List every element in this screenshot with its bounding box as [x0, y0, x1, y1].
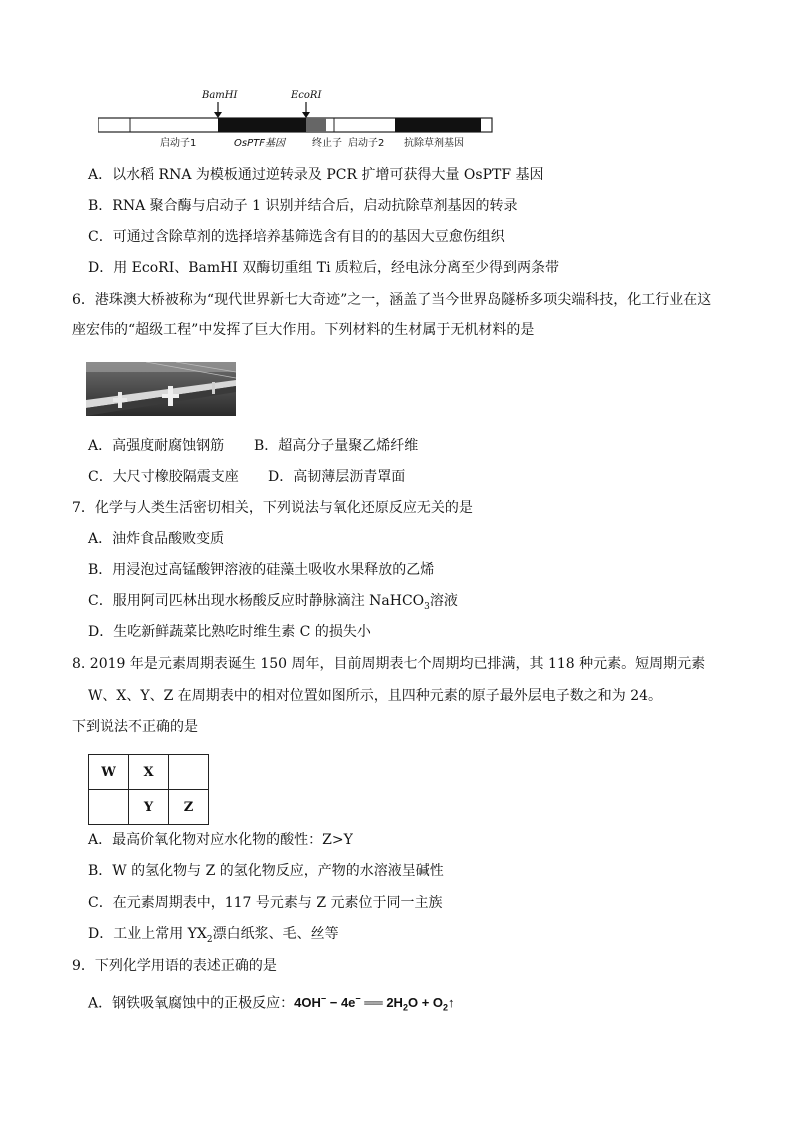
grid-cell-w: W: [89, 755, 129, 790]
resistance-gene-segment: [395, 118, 481, 132]
eq-rhs-sub1: 2: [402, 1002, 408, 1013]
gene-label: OsPTF基因: [234, 138, 285, 149]
eq-lhs: 4OH: [294, 995, 321, 1011]
grid-cell-z: Z: [169, 790, 209, 825]
q6-option-d: D．高韧薄层沥青罩面: [268, 469, 406, 485]
q8-stem-line3: 下到说法不正确的是: [72, 719, 198, 735]
q8-stem-line1: 8. 2019 年是元素周期表诞生 150 周年，目前周期表七个周期均已排满，其 118 种元素。短周期元素: [72, 656, 706, 672]
eq-lhs-charge: −: [320, 994, 327, 1004]
q6-option-b: B．超高分子量聚乙烯纤维: [254, 438, 419, 454]
grid-cell-empty: [169, 755, 209, 790]
q6-option-a: A．高强度耐腐蚀钢筋: [88, 438, 225, 454]
eq-gas-arrow: ↑: [448, 995, 455, 1011]
q5-option-a: A．以水稻 RNA 为模板通过逆转录及 PCR 扩增可获得大量 OsPTF 基因: [88, 167, 544, 183]
gene-construct-diagram: [98, 90, 494, 150]
ecori-arrowhead: [302, 112, 310, 118]
q8-option-d-tail: 漂白纸浆、毛、丝等: [212, 926, 339, 942]
q7-option-a: A．油炸食品酸败变质: [88, 531, 225, 547]
q7-option-c-sub: 3: [424, 601, 430, 612]
q9-option-a: [88, 989, 455, 1018]
terminator-label: 终止子: [312, 138, 342, 149]
resistance-label: 抗除草剂基因: [404, 138, 464, 149]
eq-rhs-sub2: 2: [443, 1002, 449, 1013]
q5-option-c: C．可通过含除草剂的选择培养基筛选含有目的的基因大豆愈伤组织: [88, 229, 505, 245]
q5-option-b: B．RNA 聚合酶与启动子 1 识别并结合后，启动抗除草剂基因的转录: [88, 198, 518, 214]
q6-stem-line2: 座宏伟的“超级工程”中发挥了巨大作用。下列材料的生材属于无机材料的是: [72, 322, 535, 338]
q8-option-b: B．W 的氢化物与 Z 的氢化物反应，产物的水溶液呈碱性: [88, 863, 444, 879]
q8-option-d-text: D．工业上常用 YX: [88, 926, 207, 942]
q7-option-d: D．生吃新鲜蔬菜比熟吃时维生素 C 的损失小: [88, 624, 371, 640]
terminator-segment: [306, 118, 326, 132]
q5-option-d: D．用 EcoRI、BamHI 双酶切重组 Ti 质粒后，经电泳分离至少得到两条带: [88, 260, 560, 276]
q9-option-a-text: A．钢铁吸氧腐蚀中的正极反应：: [88, 995, 295, 1012]
eq-equals: ══: [360, 995, 387, 1011]
bridge-photo: [86, 362, 236, 416]
q7-option-b: B．用浸泡过高锰酸钾溶液的硅藻土吸收水果释放的乙烯: [88, 562, 435, 578]
q9-equation: [294, 994, 455, 1013]
q6-option-c: C．大尺寸橡胶隔震支座: [88, 469, 239, 485]
q8-option-c: C．在元素周期表中，117 号元素与 Z 元素位于同一主族: [88, 895, 443, 911]
ecori-label: EcoRI: [291, 90, 322, 101]
q7-option-c-tail: 溶液: [429, 593, 458, 609]
ospt-gene-segment: [218, 118, 306, 132]
bamhi-label: BamHI: [202, 90, 238, 101]
q7-stem: 7．化学与人类生活密切相关，下列说法与氧化还原反应无关的是: [72, 500, 473, 516]
q8-option-a: A．最高价氧化物对应水化物的酸性：Z>Y: [88, 832, 353, 848]
q8-option-d: [88, 924, 339, 950]
eq-rhs-1: 2H: [386, 995, 403, 1011]
q8-option-d-sub: 2: [206, 934, 213, 945]
periodic-position-grid: [88, 754, 209, 825]
bridge-photo-svg: [86, 362, 236, 416]
q9-stem: 9．下列化学用语的表述正确的是: [72, 958, 277, 974]
q8-stem-line2: W、X、Y、Z 在周期表中的相对位置如图所示，且四种元素的原子最外层电子数之和为 24。: [88, 688, 663, 704]
promoter2-label: 启动子2: [348, 138, 385, 149]
eq-electron-charge: −: [355, 994, 361, 1004]
grid-cell-empty: [89, 790, 129, 825]
q6-stem-line1: 6．港珠澳大桥被称为“现代世界新七大奇迹”之一，涵盖了当今世界岛隧桥多项尖端科技，化工行业在这: [72, 292, 712, 308]
grid-cell-y: Y: [129, 790, 169, 825]
promoter1-label: 启动子1: [160, 138, 197, 149]
q7-option-c-text: C．服用阿司匹林出现水杨酸反应时静脉滴注 NaHCO: [88, 593, 425, 609]
bamhi-arrowhead: [214, 112, 222, 118]
eq-electrons: − 4e: [326, 995, 356, 1011]
eq-rhs-2: O + O: [407, 995, 444, 1011]
q7-option-c: [88, 591, 458, 617]
grid-cell-x: X: [129, 755, 169, 790]
